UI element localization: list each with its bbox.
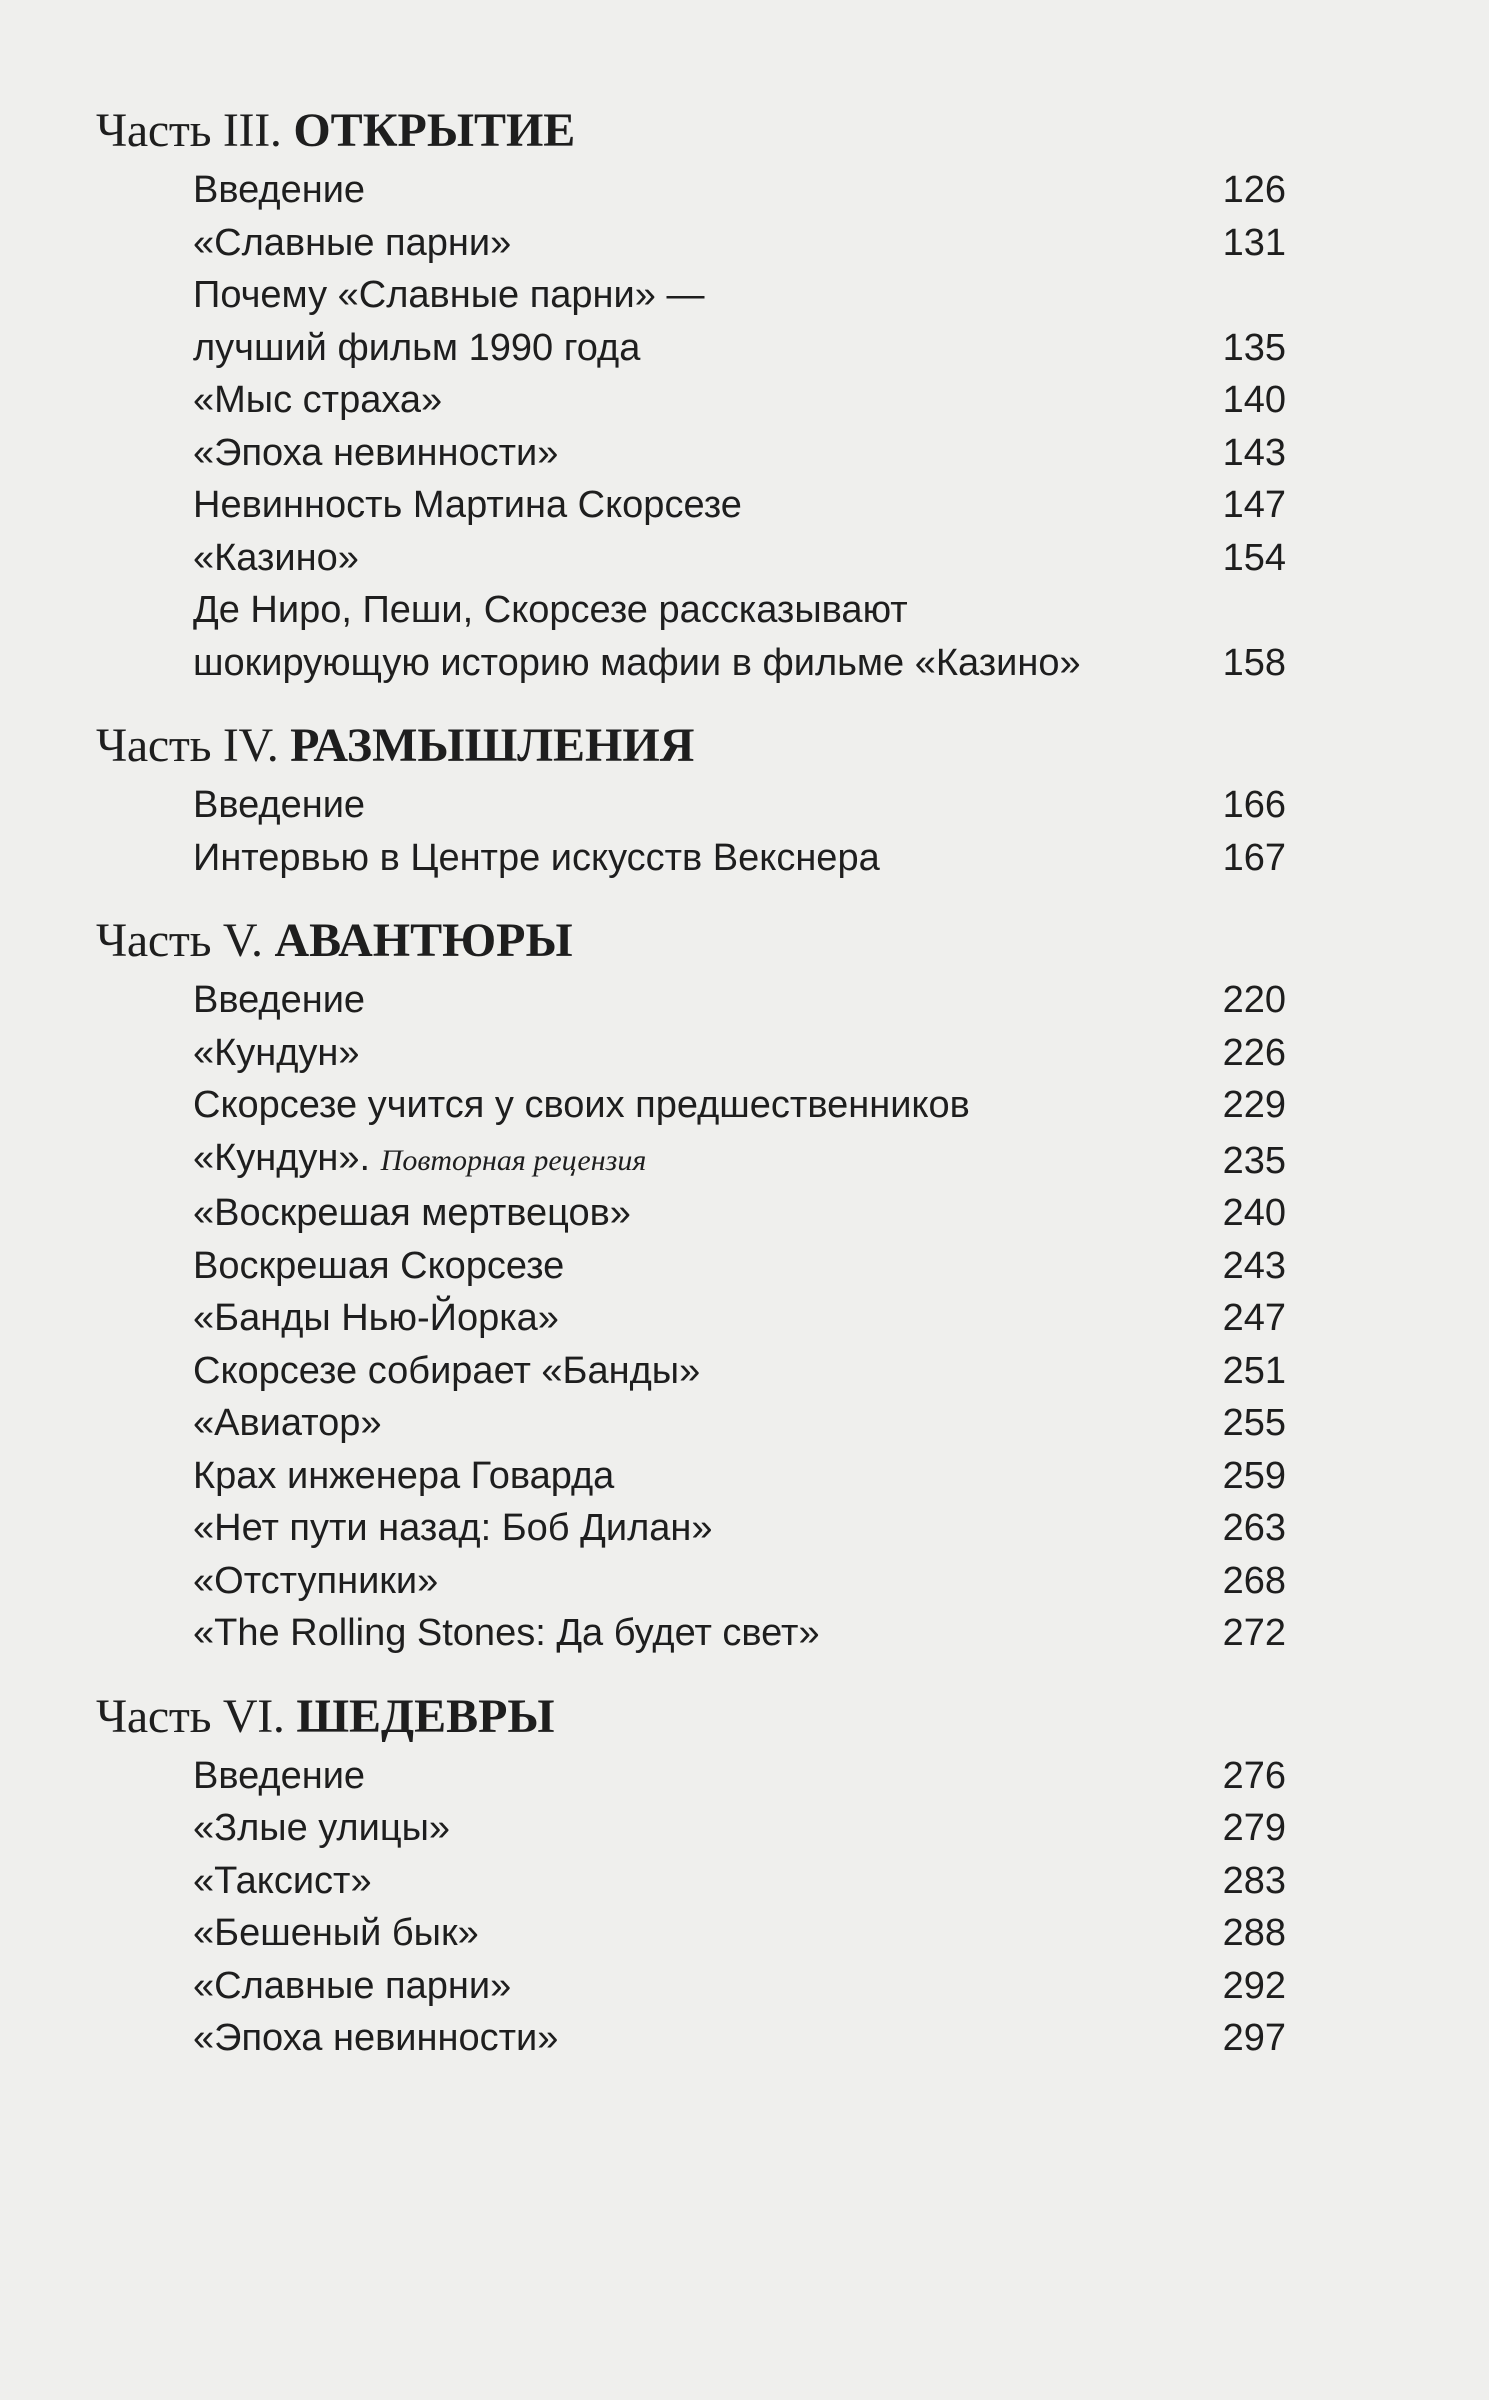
toc-entry[interactable]	[96, 1450, 1286, 1503]
entry-title-text: шокирующую историю мафии в фильме «Казино»	[193, 641, 1081, 684]
entry-title-line	[193, 1450, 1176, 1503]
toc-entry[interactable]	[96, 1132, 1286, 1188]
entry-title-text: Введение	[193, 784, 366, 826]
toc-entry[interactable]	[96, 1555, 1286, 1608]
toc-part	[96, 1686, 1286, 2065]
entry-title	[193, 1292, 1196, 1345]
part-heading	[96, 910, 1286, 972]
entry-title	[193, 2012, 1196, 2065]
entry-title-line	[193, 832, 1176, 885]
toc-entry[interactable]	[96, 1292, 1286, 1345]
entry-title-line	[193, 1502, 1176, 1555]
entry-title-line	[193, 1907, 1176, 1960]
toc-entry[interactable]	[96, 2012, 1286, 2065]
entry-page-number: 288	[1222, 1912, 1286, 1954]
entry-title-line	[193, 1187, 1176, 1240]
toc-entry[interactable]	[96, 584, 1286, 689]
entry-title-line	[193, 479, 1176, 532]
part-number: Часть VI.	[96, 1689, 285, 1743]
entry-title-text: «Воскрешая мертвецов»	[193, 1192, 631, 1234]
part-number: Часть IV.	[96, 719, 279, 772]
entry-title-text: «Банды Нью-Йорка»	[193, 1297, 559, 1339]
entry-page-number: 251	[1222, 1349, 1286, 1392]
toc-entry[interactable]	[96, 1855, 1286, 1908]
entry-title	[193, 217, 1196, 270]
entry-title-line	[193, 269, 1176, 322]
entry-title-line	[193, 2012, 1176, 2065]
entry-title	[193, 584, 1196, 689]
entry-title	[193, 1450, 1196, 1503]
entry-page-number: 220	[1222, 979, 1286, 1021]
toc-entry[interactable]	[96, 1027, 1286, 1080]
entry-title	[193, 1240, 1196, 1293]
toc-entry[interactable]	[96, 1750, 1286, 1803]
entry-title-text: «Кундун»	[193, 1031, 360, 1074]
entry-title	[193, 1079, 1196, 1132]
entry-title-text: Скорсезе учится у своих предшественников	[193, 1084, 970, 1126]
entry-title-text: «Нет пути назад: Боб Дилан»	[193, 1507, 713, 1549]
entry-title	[193, 532, 1196, 585]
toc-entry[interactable]	[96, 1345, 1286, 1398]
entry-title-line	[193, 1960, 1176, 2013]
entry-title-text: Введение	[193, 1754, 366, 1797]
entry-title-text: Интервью в Центре искусств Векснера	[193, 836, 880, 879]
entry-title-line	[193, 1607, 1176, 1660]
toc-entry[interactable]	[96, 832, 1286, 885]
entry-page-number: 154	[1222, 536, 1286, 579]
entry-title-text: «Таксист»	[193, 1859, 372, 1902]
part-title: РАЗМЫШЛЕНИЯ	[290, 719, 695, 772]
entry-title-line	[193, 1132, 1176, 1188]
entry-title-line	[193, 1027, 1176, 1080]
toc-entry[interactable]	[96, 1802, 1286, 1855]
toc-entry[interactable]	[96, 1079, 1286, 1132]
entry-title	[193, 1132, 1196, 1188]
entry-title-line	[193, 1079, 1176, 1132]
entry-title-text: «Казино»	[193, 536, 359, 579]
entry-page-number: 140	[1222, 379, 1286, 421]
entry-page-number: 167	[1222, 836, 1286, 879]
entry-note: Повторная рецензия	[380, 1143, 647, 1177]
entry-page-number: 255	[1222, 1402, 1286, 1444]
entry-title-text: «Злые улицы»	[193, 1807, 451, 1849]
part-title: ОТКРЫТИЕ	[293, 104, 576, 157]
entry-page-number: 272	[1222, 1612, 1286, 1654]
entry-page-number: 131	[1222, 221, 1286, 264]
entry-title-line	[193, 532, 1176, 585]
entry-title-line	[193, 584, 1176, 637]
entry-title	[193, 1607, 1196, 1660]
entry-title-text: «The Rolling Stones: Да будет свет»	[193, 1612, 820, 1654]
entry-page-number: 292	[1222, 1964, 1286, 2007]
entry-page-number: 135	[1222, 326, 1286, 369]
entry-title	[193, 1397, 1196, 1450]
toc-entry[interactable]	[96, 532, 1286, 585]
entry-page-number: 268	[1222, 1559, 1286, 1602]
entry-title-text: Невинность Мартина Скорсезе	[193, 484, 742, 526]
entry-title	[193, 427, 1196, 480]
entry-title-line	[193, 1292, 1176, 1345]
entry-title	[193, 374, 1196, 427]
entry-page-number: 247	[1222, 1297, 1286, 1339]
entry-page-number: 279	[1222, 1807, 1286, 1849]
entry-title-text: Крах инженера Говарда	[193, 1454, 615, 1497]
toc-entry[interactable]	[96, 779, 1286, 832]
entry-page-number: 263	[1222, 1507, 1286, 1549]
entry-title-text: Скорсезе собирает «Банды»	[193, 1349, 701, 1392]
entry-title	[193, 1855, 1196, 1908]
entry-title-line	[193, 779, 1176, 832]
entry-title-text: «Эпоха невинности»	[193, 431, 559, 474]
part-title: ШЕДЕВРЫ	[296, 1689, 555, 1743]
entry-title	[193, 1345, 1196, 1398]
entry-page-number: 147	[1222, 484, 1286, 526]
entry-title-text: Введение	[193, 169, 366, 211]
part-heading	[96, 715, 1286, 777]
entry-page-number: 297	[1222, 2017, 1286, 2059]
toc-entry[interactable]	[96, 269, 1286, 374]
part-heading	[96, 1686, 1286, 1748]
toc-entry[interactable]	[96, 427, 1286, 480]
toc-entry[interactable]	[96, 1397, 1286, 1450]
toc-entry[interactable]	[96, 1960, 1286, 2013]
entry-title	[193, 779, 1196, 832]
entry-title-line	[193, 1345, 1176, 1398]
toc-entry[interactable]	[96, 374, 1286, 427]
entry-title	[193, 1187, 1196, 1240]
entry-title-text: «Мыс страха»	[193, 379, 443, 421]
toc-entry[interactable]	[96, 1607, 1286, 1660]
toc-entry[interactable]	[96, 1907, 1286, 1960]
entry-title	[193, 832, 1196, 885]
entry-title-text: «Славные парни»	[193, 221, 512, 264]
entry-title-text: «Эпоха невинности»	[193, 2017, 559, 2059]
entry-title-text: Введение	[193, 979, 366, 1021]
entry-title	[193, 1502, 1196, 1555]
toc-entry[interactable]	[96, 1240, 1286, 1293]
entry-title-text: лучший фильм 1990 года	[193, 326, 641, 369]
entry-title-line	[193, 427, 1176, 480]
entry-title	[193, 1960, 1196, 2013]
entry-title	[193, 164, 1196, 217]
part-number: Часть III.	[96, 104, 282, 157]
entry-page-number: 235	[1222, 1139, 1286, 1182]
entry-title-line	[193, 1555, 1176, 1608]
entry-page-number: 158	[1222, 641, 1286, 684]
entry-page-number: 166	[1222, 784, 1286, 826]
entry-title-text: «Славные парни»	[193, 1964, 512, 2007]
entry-title	[193, 1555, 1196, 1608]
entry-page-number: 276	[1222, 1754, 1286, 1797]
entry-page-number: 259	[1222, 1454, 1286, 1497]
toc-entry[interactable]	[96, 974, 1286, 1027]
entry-title-text: Почему «Славные парни» —	[193, 274, 705, 316]
entry-title-text: «Авиатор»	[193, 1402, 382, 1444]
entry-title-text: Де Ниро, Пеши, Скорсезе рассказывают	[193, 589, 908, 631]
toc-entry[interactable]	[96, 217, 1286, 270]
part-title: АВАНТЮРЫ	[274, 914, 573, 967]
entry-page-number: 240	[1222, 1192, 1286, 1234]
entry-title-text: «Бешеный бык»	[193, 1912, 479, 1954]
entry-page-number: 226	[1222, 1031, 1286, 1074]
entry-page-number: 143	[1222, 431, 1286, 474]
toc-entry[interactable]	[96, 1502, 1286, 1555]
toc-part	[96, 910, 1286, 1660]
entry-title	[193, 974, 1196, 1027]
entry-title	[193, 1802, 1196, 1855]
entry-title-line	[193, 1855, 1176, 1908]
entry-title-line	[193, 974, 1176, 1027]
toc-entry[interactable]	[96, 164, 1286, 217]
entry-title	[193, 479, 1196, 532]
entry-title-text: «Кундун».	[193, 1136, 371, 1179]
toc-entry[interactable]	[96, 1187, 1286, 1240]
entry-title-line	[193, 217, 1176, 270]
entry-title-line	[193, 637, 1176, 690]
entry-page-number: 126	[1222, 169, 1286, 211]
toc-part	[96, 715, 1286, 884]
entry-title-line	[193, 1750, 1176, 1803]
entry-title-text: Воскрешая Скорсезе	[193, 1244, 565, 1287]
entry-title-line	[193, 1240, 1176, 1293]
toc-part	[96, 100, 1286, 689]
entry-page-number: 243	[1222, 1244, 1286, 1287]
entry-title	[193, 1027, 1196, 1080]
entry-title-line	[193, 322, 1176, 375]
entry-title-text: «Отступники»	[193, 1559, 439, 1602]
toc-entry[interactable]	[96, 479, 1286, 532]
part-heading	[96, 100, 1286, 162]
part-number: Часть V.	[96, 914, 263, 967]
entry-title	[193, 1907, 1196, 1960]
entry-title-line	[193, 374, 1176, 427]
entry-title-line	[193, 1397, 1176, 1450]
entry-title-line	[193, 164, 1176, 217]
table-of-contents	[96, 100, 1286, 2091]
entry-title	[193, 269, 1196, 374]
entry-title	[193, 1750, 1196, 1803]
entry-page-number: 229	[1222, 1084, 1286, 1126]
entry-title-line	[193, 1802, 1176, 1855]
entry-page-number: 283	[1222, 1859, 1286, 1902]
